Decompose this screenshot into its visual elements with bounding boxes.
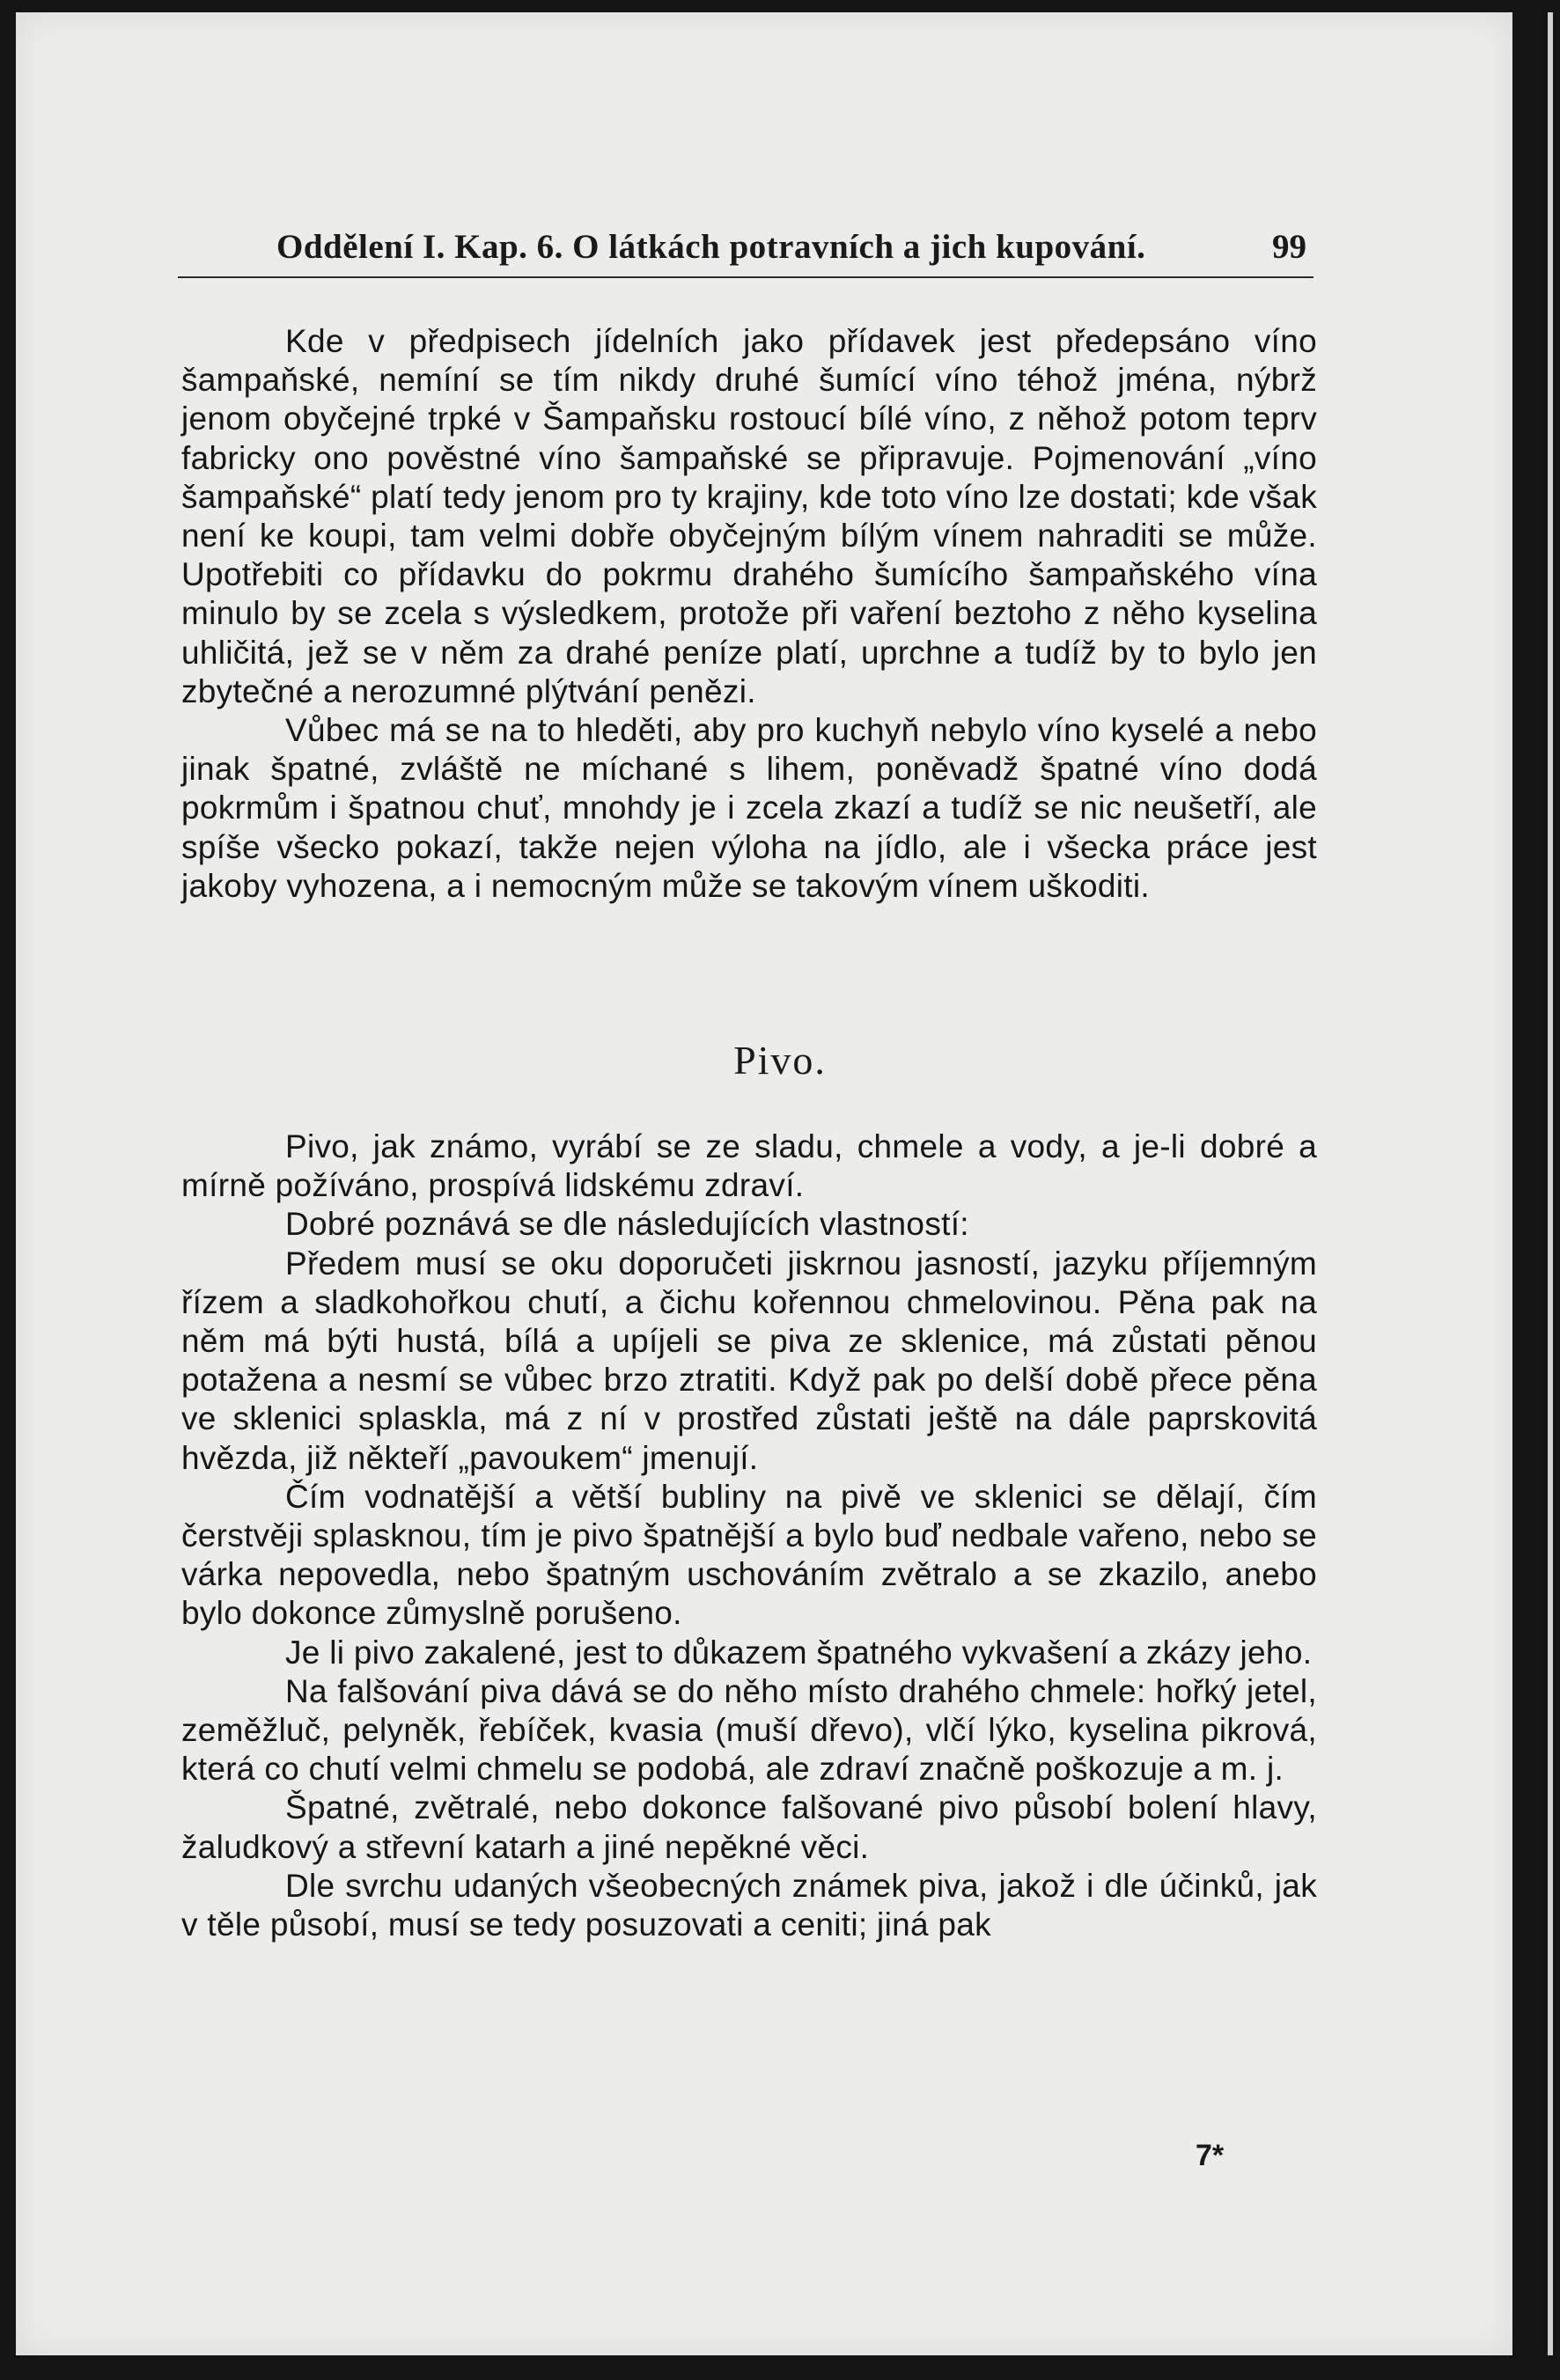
paragraph: Je li pivo zakalené, jest to důkazem špatného vykvašení a zkázy jeho. [285,1634,1313,1671]
paragraph: Dobré poznává se dle následujících vlastností: [285,1206,969,1243]
paragraph: Pivo, jak známo, vyrábí se ze sladu, chmele a vody, a je-li dobré a mírně požíváno, prospívá lidskému zdraví. [181,1128,1317,1204]
intro-text [181,322,1317,906]
page-number: 99 [1272,228,1306,266]
beer-text [181,1128,1317,1944]
section-title: Pivo. [733,1038,827,1083]
paragraph: Čím vodnatější a větší bubliny na pivě ve sklenici se dělají, čím čerstvěji splasknou, tím je pivo špatnější a bylo buď nedbale vařeno, nebo se várka nepovedla, nebo špatným uschováním zvětralo a se zkazilo, anebo bylo dokonce zůmyslně porušeno. [181,1478,1317,1632]
paragraph: Vůbec má se na to hleděti, aby pro kuchyň nebylo víno kyselé a nebo jinak špatné, zvláště ne míchané s lihem, poněvadž špatné víno dodá pokrmům i špatnou chuť, mnohdy je i zcela zkazí a tudíž se nic neušetří, ale spíše všecko pokazí, takže nejen výloha na jídlo, ale i všecka práce jest jakoby vyhozena, a i nemocným může se takovým vínem uškoditi. [181,712,1317,904]
paragraph: Kde v předpisech jídelních jako přídavek jest předepsáno víno šampaňské, nemíní se tím nikdy druhé šumící víno téhož jména, nýbrž jenom obyčejné trpké v Šampaňsku rostoucí bílé víno, z něhož potom teprv fabricky ono pověstné víno šampaňské se připravuje. Pojmenování „víno šampaňské“ platí tedy jenom pro ty krajiny, kde toto víno lze dostati; kde však není ke koupi, tam velmi dobře obyčejným bílým vínem nahraditi se může. Upotřebiti co přídavku do pokrmu drahého šumícího šampaňského vína minulo by se zcela s výsledkem, protože při vaření beztoho z něho kyselina uhličitá, jež se v něm za drahé peníze platí, uprchne a tudíž by to bylo jen zbytečné a nerozumné plýtvání penězi. [181,323,1317,709]
signature-mark: 7* [1196,2139,1225,2172]
paragraph: Dle svrchu udaných všeobecných známek piva, jakož i dle účinků, jak v těle působí, musí se tedy posuzovati a ceniti; jiná pak [181,1867,1317,1943]
paragraph: Na falšování piva dává se do něho místo drahého chmele: hořký jetel, zeměžluč, pelyněk, řebíček, kvasia (muší dřevo), vlčí lýko, kyselina pikrová, která co chutí velmi chmelu se podobá, ale zdraví značně poškozuje a m. j. [181,1672,1317,1788]
running-head [276,227,1306,273]
page-edge [1548,12,1553,2355]
paragraph: Špatné, zvětralé, nebo dokonce falšované pivo působí bolení hlavy, žaludkový a střevní katarh a jiné nepěkné věci. [181,1789,1317,1865]
header-rule [178,276,1313,278]
chapter-heading: Oddělení I. Kap. 6. O látkách potravních a jich kupování. [276,228,1146,266]
paragraph: Předem musí se oku doporučeti jiskrnou jasností, jazyku příjemným řízem a sladkohořkou chutí, a čichu kořennou chmelovinou. Pěna pak na něm má býti hustá, bílá a upíjeli se piva ze sklenice, má zůstati pěnou potažena a nesmí se vůbec brzo ztratiti. Když pak po delší době přece pěna ve sklenici splaskla, má z ní v prostřed zůstati ještě na dále paprskovitá hvězda, již někteří „pavoukem“ jmenují. [181,1245,1317,1476]
